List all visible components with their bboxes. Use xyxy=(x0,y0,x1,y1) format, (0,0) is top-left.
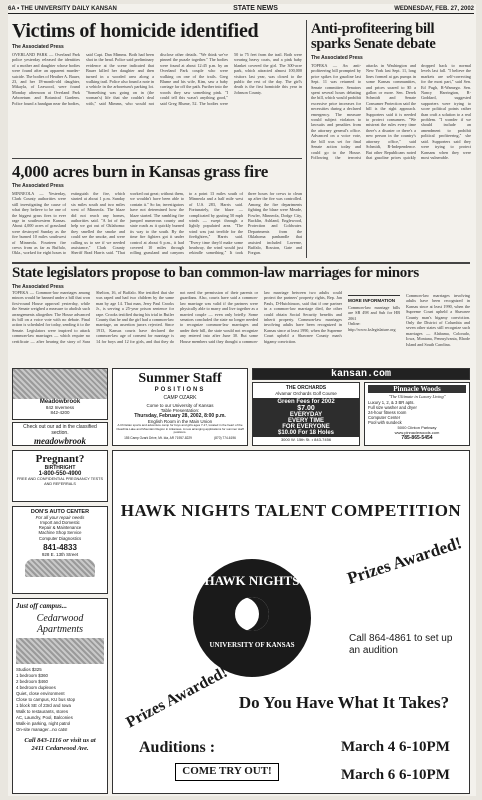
summer-contact xyxy=(113,436,247,440)
pinnacle-name: Pinnacle Woods xyxy=(368,385,466,393)
cedarwood-feature: AC, Laundry, Pool, Balconies xyxy=(16,715,73,720)
summer-line2: Table Presentation: xyxy=(160,408,200,413)
more-info-box xyxy=(348,295,400,335)
golf-fees: Green Fees for 2002 xyxy=(277,399,335,405)
summer-phone: (870) 774-6196 xyxy=(214,435,236,440)
apartment-address: 842 Inverness xyxy=(45,405,75,410)
summer-fine-print: A Christian sports and adventure camp for boys and girls ages 7-17, located in the heart of the Ouachita Lake and Mountain Region in Arkansas. A new arranging applications for summer staff positions. xyxy=(116,423,244,435)
cedarwood-feature: Walk to restaurants, stores xyxy=(16,709,69,714)
more-info-title: MORE INFORMATION xyxy=(348,298,396,303)
headline-homicide: Victims of homicide identified xyxy=(12,20,259,42)
cedarwood-feature: Studios $325 xyxy=(16,667,42,672)
pinnacle-feature: Computer Center xyxy=(368,415,401,420)
pinnacle-phone: 785-865-5454 xyxy=(401,435,433,441)
cedarwood-photo xyxy=(16,638,104,664)
pregnant-line1: BIRTHRIGHT xyxy=(44,465,76,471)
ad-pregnant[interactable] xyxy=(12,450,108,502)
golf-name: Alvamar Orchards Golf Course xyxy=(275,391,337,396)
apartment-photo xyxy=(13,369,107,399)
golf-top: THE ORCHARDS xyxy=(285,385,327,391)
cedarwood-feature: On-site manager...no cats! xyxy=(16,727,68,732)
golf-every2: EVERY TIME xyxy=(287,418,324,424)
golf-every3: FOR EVERYONE xyxy=(282,424,330,430)
pinnacle-feature: Full size washer and dryer xyxy=(368,405,417,410)
masthead xyxy=(8,4,474,14)
story-marriage xyxy=(12,265,472,365)
cedarwood-name: Cedarwood Apartments xyxy=(36,613,84,635)
car-illustration xyxy=(25,559,95,577)
golf-every1: EVERYDAY xyxy=(289,412,323,418)
story-grass-fire xyxy=(12,162,302,258)
pinnacle-address: 5000 Clinton Parkway xyxy=(397,425,437,430)
dons-line1: For all your repair needs xyxy=(35,515,85,520)
ad-hawk-nights[interactable] xyxy=(112,450,470,794)
pinnacle-feature: Pool with sundeck xyxy=(368,420,402,425)
hawk-cta[interactable]: COME TRY OUT! xyxy=(175,763,279,781)
hawk-title: HAWK NIGHTS TALENT COMPETITION xyxy=(120,501,462,520)
apartment-name: Meadowbrook xyxy=(39,399,81,405)
hawk-date2: March 6 6-10PM xyxy=(341,767,450,783)
masthead-center: STATE NEWS xyxy=(233,5,278,12)
hawk-question: Do You Have What It Takes? xyxy=(238,693,450,712)
headline-grass-fire: 4,000 acres burn in Kansas grass fire xyxy=(12,162,269,181)
cedarwood-feature: 1 bedroom $360 xyxy=(16,673,48,678)
dons-service: Machine Shop Service xyxy=(38,530,82,536)
pregnant-title: Pregnant? xyxy=(35,453,85,465)
golf-address: 3000 W. 15th St. • 843-7456 xyxy=(280,437,332,442)
summer-address: 155 Camp Ozark Drive, Mt. Ida, AR 71957-8229 xyxy=(124,435,192,440)
summer-line1: Come to our University of Kansas xyxy=(146,403,214,408)
pregnant-line2: 1-800-550-4900 xyxy=(38,471,82,477)
headline-marriage: State legislators propose to ban common-law marriages for minors xyxy=(12,265,419,281)
dons-address: 928 E. 13th Street xyxy=(41,551,79,557)
hawk-call: Call 864-4861 to set up an audition xyxy=(349,633,453,656)
golf-price: $7.00 xyxy=(297,405,315,412)
more-info-link[interactable]: Online: http://www.kslegislature.org xyxy=(348,321,396,332)
dons-phone: 841-4833 xyxy=(43,542,77,552)
cedarwood-feature: Walk-in parking, night patrol xyxy=(16,721,71,726)
cedarwood-head: Just off campus... xyxy=(16,602,68,610)
hawk-logo-title: HAWK NIGHTS xyxy=(204,573,300,588)
cedarwood-feature: 4 bedroom duplexes xyxy=(16,685,56,690)
body-grass-fire: MINNEOLA — Yesterday, Clark County authorities were still investigating the cause of what they believe to be one of the biggest grass fires to ever rage in southwestern Kansas. About 4,000 acres of grassland were destroyed Sunday as the fire burned 10 miles southwest of Minneola. Fourteen fire crews from as far as Buffalo, Okla., worked for eight hours to extinguish the fire, which started at about 1 p.m. Sunday six miles south and two miles west of Minneola. The blaze did not reach any homes, authorities said. "A lot of the help we got out of Oklahoma: they smelled the smoke and could see the smoke, and were calling us to see if we needed assistance," Clark County Sheriff Brad Harris said. "That worked out great; without them, we wouldn't have been able to contain it." So far, investigators have not determined how the blaze started. The rambling fire jumped numerous county and state roads as it quickly burned its way to the south. By the time fire fighters got it under control at about 6 p.m., it had covered 10 miles through rolling grassland and canyons to a point 13 miles south of Minneola and a half mile west of U.S. 283, Harris said. Fortunately, the blaze — complicated by gusting 50 mph winds — swept through a lightly populated area. "The wind was just terrible for the firefighters," Harris said. "Every time they'd make some headway, the wind would just rekindle something." It took three hours for crews to clean up after the fire was controlled. Among the fire departments fighting the blaze were Meade, Fowler, Minneola, Dodge City, Bucklin, Ashland, Englewood, Protection and Coldwater. Departments from the Oklahoma panhandle that assisted included Laverne, Buffalo, Rosston, Gate and Forgan. xyxy=(12,191,302,256)
ad-summer-staff[interactable] xyxy=(112,368,248,446)
cedarwood-call: Call 843-1116 or visit us at xyxy=(24,737,96,744)
body-profiteering: TOPEKA — An anti-profiteering bill prompted by price spikes for gasoline last Sept. 11 was returned to Senate committee. Senators spent several hours debating the bill, which would prohibit excessive price increases for necessities during a declared emergency. The measure would subject violators to lawsuits and penalties from the attorney general's office. Advanced on a voice vote, the bill was set for final Senate action today and could go to the House. Following the terrorist attacks in Washington and New York last Sept. 11, long lines formed at gas pumps in some Kansas communities, and prices soared to $5 a gallon or more. Sen. Derek Schmidt and Senate Consumer Protection said the bill is the right approach. Supporters said it is needed to protect consumers. "We mistreat the rules every time there's a disaster or there's a new person in the country's attorney office," said Schmidt, R-Independence. But other Republicans noted that gasoline prices quickly dropped back to normal levels last fall. "I believe the markets are self-correcting for the most part," said Sen. Ed Pugh, R-Wamego. Sen. Nancy Harrington, R-Goddard, suggested supporters were trying to score political points rather than craft a solution to a real problem. "I wonder if we should include an amendment to prohibit political profiteering," she said. Supporters said they were trying to protect Kansans when they were most vulnerable. xyxy=(311,63,471,160)
body-marriage: TOPEKA — Common-law marriages among minors would be banned under a bill that won first-round House approval yesterday, while the Senate weighed a measure to abolish such arrangements altogether. The House advanced its bill on a voice vote with no debate. Final action is scheduled for today, sending it to the Senate. Legislators were inspired to attack common-law marriages — which require no certificate — after hearing the story of Sara Shelton, 16, of Buffalo. She testified that she was raped and had two children by the same man by age 14. That man, Jerry Paul Crooks Jr., is serving a 25-year prison sentence for rape. Crooks testified during his trial in Butler County that he and the girl had a common-law marriage, an assertion jurors rejected. Since 1913, Kansas courts have declared the common-law age of consent for marriage is 14 for boys and 12 for girls, and that they do not need the permission of their parents or guardians. Also, courts have said a common-law marriage was valid if the partners were physically able to marry and live together as a married couple — even only briefly. Some senators concluded the state no longer needed to recognize common-law marriages and under their bill, the state would not recognize any entered into after June 30. But some House members said they thought a common-law marriage between two adults could protect the partners' property rights, Rep. Jan Pauls, D-Hutchinson, said that if one partner in a common-law marriage died, the other could obtain Social Security benefits and inherit property. Common-law marriages involving adults have been recognized in Kansas since at least 1990, when the Supreme Court upheld a Shawnee County man's bigamy conviction. xyxy=(12,290,342,344)
kansan-title: kansan.com xyxy=(330,369,391,380)
dons-service: Computer Diagnostics xyxy=(38,535,82,541)
hawk-prizes-left: Prizes Awarded! xyxy=(123,663,231,732)
byline-profiteering: The Associated Press xyxy=(311,55,363,61)
dons-service: Import and Domestic xyxy=(40,520,80,525)
ad-golf[interactable] xyxy=(252,382,360,446)
cedarwood-feature: 1 block SE of 23rd and Iowa xyxy=(16,703,71,708)
summer-staff-subtitle: POSITIONS xyxy=(154,387,206,393)
pregnant-line3: FREE AND CONFIDENTIAL PREGNANCY TESTS AND REFERRALS xyxy=(16,477,103,486)
pinnacle-feature: 24-hour fitness room xyxy=(368,410,407,415)
pinnacle-tagline: "The Ultimate in Luxury Living" xyxy=(388,394,446,399)
story-profiteering xyxy=(311,22,471,258)
ad-apartments[interactable] xyxy=(12,368,108,420)
cedarwood-address: 2411 Cedarwood Ave. xyxy=(31,745,89,752)
column-divider xyxy=(306,20,307,258)
cedarwood-feature: Close to campus, KU bus stop xyxy=(16,697,76,702)
body-marriage-continued: Common-law marriages involving adults have been recognized in Kansas since at least 1990, when the Supreme Court upheld a Shawnee County man's bigamy conviction. Only the District of Columbia and seven other states still recognize such marriages — Alabama, Colorado, Iowa, Montana, Pennsylvania, Rhode Island and South Carolina. xyxy=(406,293,470,347)
story-homicide xyxy=(12,20,302,160)
ad-pinnacle[interactable] xyxy=(364,382,470,446)
classified-link: Check out our ad in the classified section. xyxy=(23,424,97,436)
headline-profiteering: Anti-profiteering bill sparks Senate debate xyxy=(311,21,436,52)
summer-place: English Room in the Main Union xyxy=(147,419,213,424)
divider-line xyxy=(12,262,470,264)
golf-ten: $10.00 For 18 Holes xyxy=(277,430,335,436)
hawk-prizes-right: Prizes Awarded! xyxy=(344,533,464,588)
byline-grass-fire: The Associated Press xyxy=(12,183,64,189)
cedarwood-feature: 2 bedroom $460 xyxy=(16,679,48,684)
divider-line xyxy=(12,158,302,159)
body-homicide: OVERLAND PARK — Overland Park police yesterday released the identities of a mother and daughter whose bodies were found after an apparent murder-suicide. The bodies of Heather A. Bauer, 23, and her 18-month-old daughter, Mikayla, of Leawood, were found Monday afternoon at Overland Park Arboretum and Botanical Gardens. Police found a handgun near the bodies, said Capt. Dan Mimms. Both had been shot in the head. Police said preliminary evidence at the scene indicated that Bauer killed her daughter and then turned in a wooded area along a walking trail. Police also found a note in a vehicle in the arboretum's parking lot. "Something was going on in (the woman's) life that she couldn't deal with," said Mimms, who would not disclose other details. "We think we've pinned the puzzle together." The bodies were found at about 12:45 p.m. by an Overland Park couple who were walking on one of the trails. Greg Blume and his wife, Kim, saw a baby carriage far off the path. Further into the woods they saw something pink. "I could tell this wasn't anything good," said Greg Blume, 52. The bodies were 50 to 75 feet from the trail. Both were wearing heavy coats, and a pink baby blanket covered the girl. The 300-acre park, which attracted almost 100,000 visitors last year, was closed to the public the rest of the day. The girl's death is the first homicide this year in Johnson County. xyxy=(12,52,302,106)
cedarwood-feature: Quiet, close environment xyxy=(16,691,65,696)
hawk-auditions: Auditions : xyxy=(139,739,216,756)
hawk-date1: March 4 6-10PM xyxy=(341,739,450,755)
summer-staff-title: Summer Staff xyxy=(138,371,222,386)
camp-logo: CAMP OZARK xyxy=(163,395,197,401)
meadowbrook-logo: meadowbrook xyxy=(33,436,86,446)
byline-homicide: The Associated Press xyxy=(12,44,64,50)
ad-classified-pointer[interactable] xyxy=(12,422,108,446)
apartment-phone: 842-4200 xyxy=(50,410,70,415)
more-info-item: Common-law marriage bills are SB 498 and Sub for HB 2061 xyxy=(348,305,400,321)
ad-dons-auto[interactable] xyxy=(12,506,108,594)
pinnacle-web[interactable]: www.pinnaclewoods.com xyxy=(394,430,440,435)
hawk-logo xyxy=(193,559,311,677)
ad-cedarwood[interactable] xyxy=(12,598,108,794)
masthead-right: WEDNESDAY, FEB. 27, 2002 xyxy=(394,6,474,12)
summer-date: Thursday, February 28, 2002, 8:00 p.m. xyxy=(134,413,226,419)
ad-kansan[interactable] xyxy=(252,368,470,380)
hawk-logo-univ: UNIVERSITY OF KANSAS xyxy=(209,641,295,649)
golf-band xyxy=(253,398,359,437)
dons-title: DON'S AUTO CENTER xyxy=(30,509,90,515)
pinnacle-feature: Luxury 1, 2, & 3 BR apts. xyxy=(368,400,415,405)
moon-icon xyxy=(235,597,269,631)
dons-service: Repair & Maintenance xyxy=(38,525,82,531)
masthead-left: 6A • THE UNIVERSITY DAILY KANSAN xyxy=(8,6,117,12)
byline-marriage: The Associated Press xyxy=(12,284,64,290)
